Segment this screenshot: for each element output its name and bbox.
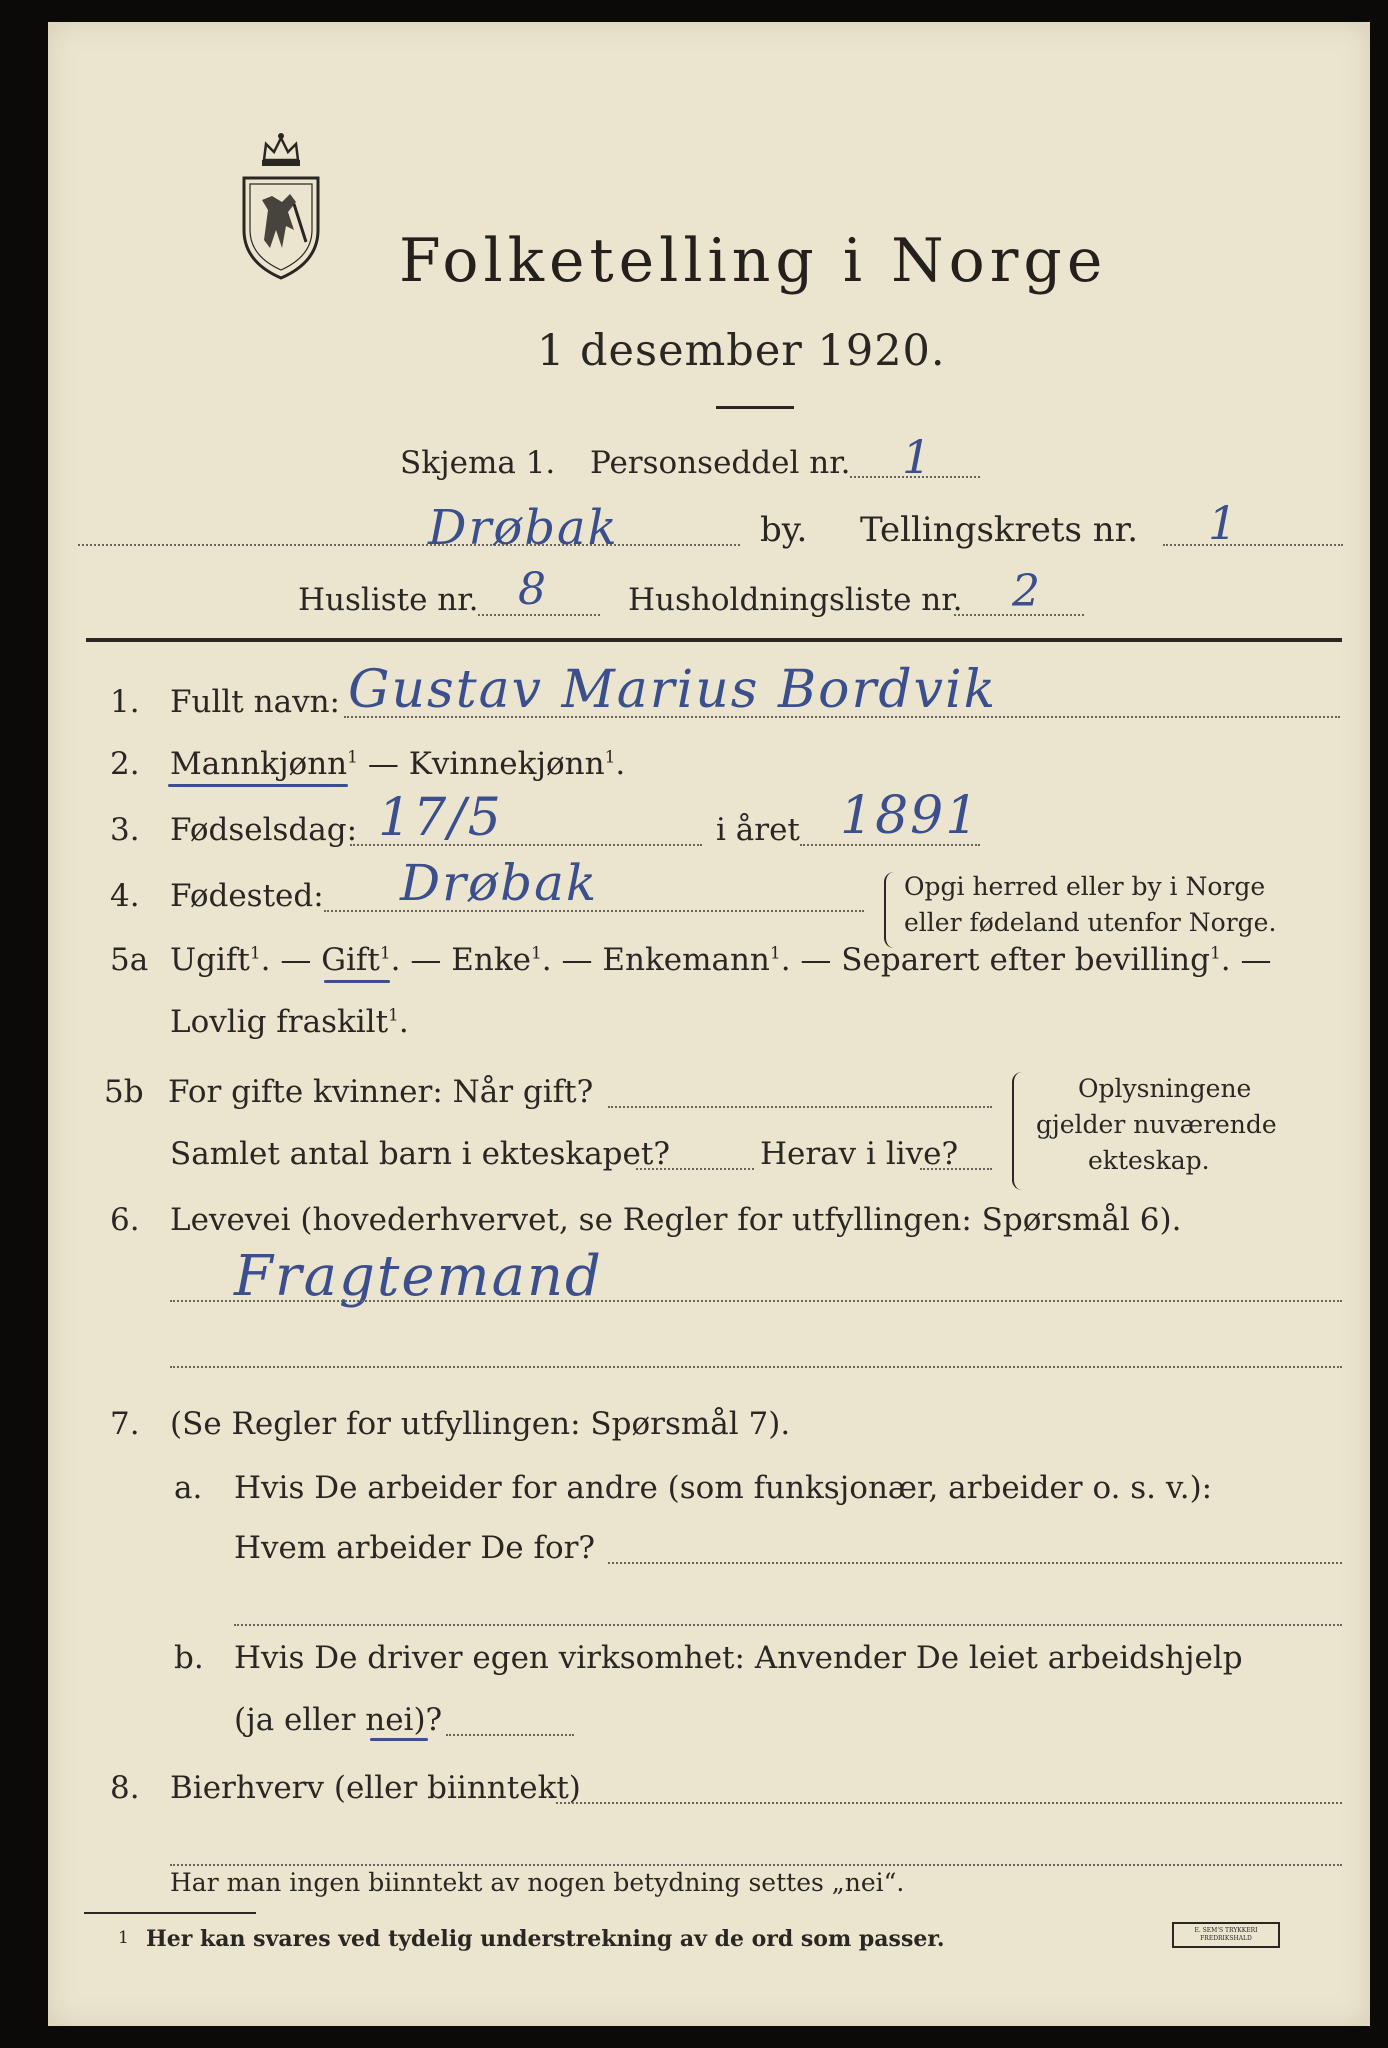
employer-dotted-line-1: [608, 1562, 1342, 1564]
q8-note: Har man ingen biinntekt av nogen betydning settes „nei“.: [170, 1868, 905, 1897]
q7-number: 7.: [110, 1406, 140, 1442]
husliste-value: 8: [518, 564, 548, 615]
q1-label: Fullt navn:: [170, 684, 340, 720]
tellingskrets-value: 1: [1208, 496, 1240, 550]
q3-number: 3.: [110, 812, 140, 848]
q4-number: 4.: [110, 878, 140, 914]
printer-stamp-line1: E. SEM'S TRYKKERI: [1194, 1927, 1258, 1934]
q4-note-line1: Opgi herred eller by i Norge: [904, 872, 1266, 901]
option-enke: Enke: [451, 942, 531, 978]
q2-number: 2.: [110, 746, 140, 782]
q6-number: 6.: [110, 1202, 140, 1238]
form-title: Folketelling i Norge: [399, 226, 1108, 296]
birthplace-value: Drøbak: [400, 854, 599, 912]
option-lovlig-fraskilt: Lovlig fraskilt$^1$.: [170, 1004, 409, 1040]
q8-number: 8.: [110, 1770, 140, 1806]
option-kvinnekjonn: Kvinnekjønn: [408, 746, 605, 782]
q8-label: Bierhverv (eller biinntekt): [170, 1770, 581, 1806]
footnote-rule: [84, 1912, 256, 1914]
q5b-number: 5b: [104, 1074, 144, 1110]
employer-dotted-line-2: [234, 1624, 1342, 1626]
q7-label: (Se Regler for utfyllingen: Spørsmål 7).: [170, 1406, 791, 1442]
by-label: by.: [760, 510, 808, 550]
option-mannkjonn: Mannkjønn: [170, 746, 348, 782]
skjema-label: Skjema 1.: [400, 445, 556, 481]
q7b-number: b.: [174, 1640, 204, 1676]
q7a-number: a.: [174, 1470, 203, 1506]
barn-label: Samlet antal barn i ekteskapet?: [170, 1136, 670, 1172]
q5b-note-line1: Oplysningene: [1078, 1074, 1252, 1103]
footnote-text: Her kan svares ved tydelig understrekning av de ord som passer.: [146, 1926, 945, 1952]
q5b-label: For gifte kvinner: Når gift?: [168, 1074, 594, 1110]
q7a-question: Hvem arbeider De for?: [234, 1530, 596, 1566]
gift-underline-mark: [324, 980, 390, 983]
town-value: Drøbak: [428, 500, 619, 556]
secondary-income-dotted-line-1: [556, 1802, 1342, 1804]
nei-underline-mark: [370, 1738, 428, 1741]
option-separert: Separert efter bevilling: [841, 942, 1210, 978]
secondary-income-dotted-line-2: [170, 1864, 1342, 1866]
q4-note-bracket: [884, 872, 894, 948]
occupation-dotted-line-2: [170, 1366, 1342, 1368]
census-form-sheet: [48, 22, 1370, 2026]
husholdningsliste-value: 2: [1012, 566, 1042, 617]
option-enkemann: Enkemann: [602, 942, 770, 978]
husliste-label: Husliste nr.: [298, 582, 479, 618]
town-dotted-line: [78, 544, 740, 546]
q6-label: Levevei (hovederhvervet, se Regler for utfyllingen: Spørsmål 6).: [170, 1202, 1182, 1238]
census-date: 1 desember 1920.: [537, 326, 946, 376]
occupation-dotted-line-1: [170, 1300, 1342, 1302]
full-name-value: Gustav Marius Bordvik: [348, 660, 998, 720]
mannkjonn-underline-mark: [168, 784, 348, 787]
q5b-note-line2: gjelder nuværende: [1036, 1110, 1277, 1139]
footnote-marker: 1: [118, 1928, 129, 1948]
occupation-value: Fragtemand: [234, 1244, 603, 1309]
q7a-text: Hvis De arbeider for andre (som funksjonær, arbeider o. s. v.):: [234, 1470, 1213, 1506]
birth-year-label: i året: [716, 812, 800, 848]
title-divider: [716, 406, 794, 409]
birth-year-value: 1891: [840, 786, 981, 846]
q1-number: 1.: [110, 684, 140, 720]
tellingskrets-dotted-line: [1163, 544, 1343, 546]
option-gift: Gift: [321, 942, 380, 978]
personseddel-value: 1: [902, 430, 934, 484]
q5a-number: 5a: [110, 942, 149, 978]
q7b-question: (ja eller nei)?: [234, 1702, 443, 1738]
option-ugift: Ugift: [170, 942, 250, 978]
printer-stamp-line2: FREDRIKSHALD: [1200, 1935, 1252, 1942]
q3-label: Fødselsdag:: [170, 812, 358, 848]
live-label: Herav i live?: [760, 1136, 959, 1172]
personseddel-label: Personseddel nr.: [590, 445, 851, 481]
q5b-note-line3: ekteskap.: [1088, 1146, 1210, 1175]
q2-options: Mannkjønn$^1$ — Kvinnekjønn$^1$.: [170, 746, 626, 782]
q5a-options: Ugift$^1$. — Gift$^1$. — Enke$^1$. — Enkemann$^1$. — Separert efter bevilling$^1$. —: [170, 942, 1272, 978]
when-married-dotted-line: [608, 1106, 992, 1108]
q4-label: Fødested:: [170, 878, 324, 914]
barn-dotted-line: [636, 1168, 754, 1170]
live-dotted-line: [920, 1168, 992, 1170]
q7b-text: Hvis De driver egen virksomhet: Anvender De leiet arbeidshjelp: [234, 1640, 1243, 1676]
tellingskrets-label: Tellingskrets nr.: [860, 510, 1139, 550]
header-rule: [86, 638, 1342, 642]
q5b-note-bracket: [1012, 1072, 1024, 1190]
printer-stamp: [1172, 1922, 1280, 1948]
birthday-value: 17/5: [378, 788, 503, 848]
norway-coat-of-arms-icon: [236, 130, 326, 280]
q4-note-line2: eller fødeland utenfor Norge.: [904, 908, 1277, 937]
husholdningsliste-label: Husholdningsliste nr.: [628, 582, 963, 618]
hired-help-dotted-line: [446, 1734, 574, 1736]
